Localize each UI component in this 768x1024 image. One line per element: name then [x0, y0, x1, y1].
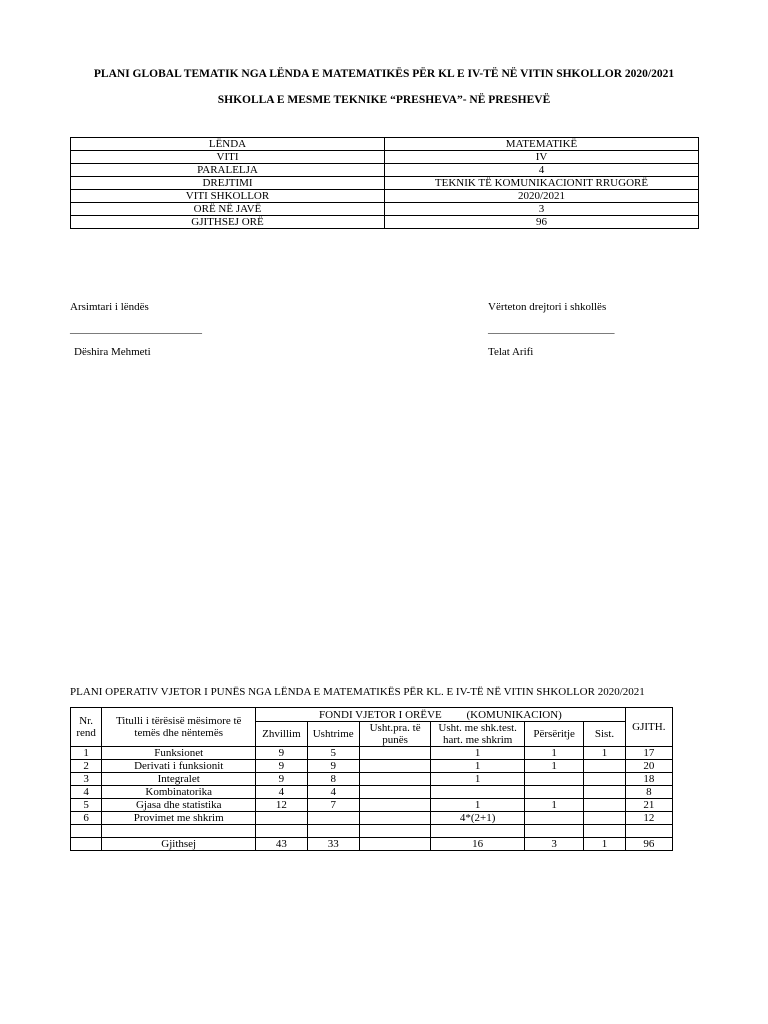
info-row [71, 190, 699, 203]
empty-cell [524, 825, 583, 838]
document-title: PLANI GLOBAL TEMATIK NGA LËNDA E MATEMATIKËS PËR KL E IV-TË NË VITIN SHKOLLOR 2020/2021 [93, 68, 675, 80]
header-zhvillim: Zhvillim [256, 722, 307, 747]
teacher-signature-line: ________________________ [70, 323, 202, 335]
subject-info-table [70, 137, 699, 229]
row-cell: 4 [256, 786, 307, 799]
row-cell [524, 812, 583, 825]
info-row [71, 203, 699, 216]
info-row [71, 216, 699, 229]
empty-cell [256, 825, 307, 838]
header-ushtrime: Ushtrime [307, 722, 359, 747]
info-row [71, 151, 699, 164]
header-fund-note: (KOMUNIKACION) [466, 708, 562, 721]
row-cell: 9 [256, 760, 307, 773]
row-total: 20 [625, 760, 672, 773]
row-cell [584, 786, 625, 799]
table-row [71, 773, 673, 786]
row-nr: 6 [71, 812, 102, 825]
operative-plan-title: PLANI OPERATIV VJETOR I PUNËS NGA LËNDA E MATEMATIKËS PËR KL. E IV-TË NË VITIN SHKOLLOR 2020/2021 [70, 686, 645, 698]
sum-cell: 33 [307, 838, 359, 851]
director-signature-line: _______________________ [488, 323, 615, 335]
info-value: TEKNIK TË KOMUNIKACIONIT RRUGORË [385, 177, 699, 190]
row-total: 17 [625, 747, 672, 760]
table-row [71, 786, 673, 799]
row-topic: Kombinatorika [102, 786, 256, 799]
row-total: 21 [625, 799, 672, 812]
sum-cell: 43 [256, 838, 307, 851]
info-label: DREJTIMI [71, 177, 385, 190]
empty-cell [431, 825, 525, 838]
row-cell: 1 [524, 799, 583, 812]
info-label: VITI [71, 151, 385, 164]
row-cell [256, 812, 307, 825]
row-cell: 9 [256, 773, 307, 786]
info-value: 96 [385, 216, 699, 229]
info-row [71, 164, 699, 177]
info-row [71, 177, 699, 190]
row-cell [584, 799, 625, 812]
row-cell [584, 812, 625, 825]
row-cell: 1 [431, 760, 525, 773]
row-topic: Provimet me shkrim [102, 812, 256, 825]
row-cell: 12 [256, 799, 307, 812]
row-cell [307, 812, 359, 825]
info-value: 2020/2021 [385, 190, 699, 203]
row-topic: Gjasa dhe statistika [102, 799, 256, 812]
row-cell: 5 [307, 747, 359, 760]
empty-cell [307, 825, 359, 838]
header-fund-label: FONDI VJETOR I ORËVE [319, 708, 442, 721]
empty-cell [102, 825, 256, 838]
row-cell [584, 773, 625, 786]
row-cell [359, 760, 430, 773]
table-row [71, 747, 673, 760]
info-label: VITI SHKOLLOR [71, 190, 385, 203]
row-cell [359, 773, 430, 786]
teacher-name: Dëshira Mehmeti [74, 346, 151, 358]
header-sist: Sist. [584, 722, 625, 747]
header-topic: Titulli i tërësisë mësimore të temës dhe nëntemës [102, 708, 256, 747]
teacher-label: Arsimtari i lëndës [70, 301, 149, 313]
operative-plan-table [70, 707, 673, 851]
sum-cell: 16 [431, 838, 525, 851]
sum-cell: 3 [524, 838, 583, 851]
row-cell [359, 812, 430, 825]
sum-cell [359, 838, 430, 851]
info-label: ORË NË JAVË [71, 203, 385, 216]
row-cell [524, 786, 583, 799]
row-cell: 1 [584, 747, 625, 760]
row-topic: Derivati i funksionit [102, 760, 256, 773]
row-total: 18 [625, 773, 672, 786]
info-label: PARALELJA [71, 164, 385, 177]
row-cell: 1 [524, 760, 583, 773]
row-cell: 8 [307, 773, 359, 786]
row-nr: 1 [71, 747, 102, 760]
row-cell: 1 [431, 747, 525, 760]
sum-cell: 1 [584, 838, 625, 851]
row-topic: Integralet [102, 773, 256, 786]
row-cell [359, 799, 430, 812]
table-row [71, 812, 673, 825]
empty-cell [359, 825, 430, 838]
header-usht-pra: Usht.pra. të punës [359, 722, 430, 747]
row-cell [359, 747, 430, 760]
row-cell: 4 [307, 786, 359, 799]
header-usht-shkrim: Usht. me shk.test. hart. me shkrim [431, 722, 525, 747]
table-row [71, 760, 673, 773]
empty-cell [625, 825, 672, 838]
row-cell: 1 [431, 773, 525, 786]
row-cell: 9 [307, 760, 359, 773]
sum-row [71, 838, 673, 851]
row-cell [524, 773, 583, 786]
director-label: Vërteton drejtori i shkollës [488, 301, 607, 313]
row-nr: 5 [71, 799, 102, 812]
empty-cell [71, 825, 102, 838]
info-row [71, 138, 699, 151]
info-value: 4 [385, 164, 699, 177]
row-cell: 7 [307, 799, 359, 812]
row-cell [359, 786, 430, 799]
row-cell: 9 [256, 747, 307, 760]
empty-cell [584, 825, 625, 838]
director-name: Telat Arifi [488, 346, 534, 358]
row-total: 8 [625, 786, 672, 799]
empty-row [71, 825, 673, 838]
header-fund [256, 708, 625, 722]
info-value: 3 [385, 203, 699, 216]
info-label: LËNDA [71, 138, 385, 151]
sum-total: 96 [625, 838, 672, 851]
row-cell [584, 760, 625, 773]
header-nr: Nr. rend [71, 708, 102, 747]
row-topic: Funksionet [102, 747, 256, 760]
row-total: 12 [625, 812, 672, 825]
sum-label: Gjithsej [102, 838, 256, 851]
document-subtitle: SHKOLLA E MESME TEKNIKE “PRESHEVA”- NË PRESHEVË [217, 94, 551, 106]
header-perseritje: Përsëritje [524, 722, 583, 747]
table-row [71, 799, 673, 812]
row-nr: 3 [71, 773, 102, 786]
info-value: IV [385, 151, 699, 164]
info-label: GJITHSEJ ORË [71, 216, 385, 229]
sum-nr [71, 838, 102, 851]
row-cell: 1 [431, 799, 525, 812]
header-total: GJITH. [625, 708, 672, 747]
row-nr: 2 [71, 760, 102, 773]
row-cell: 1 [524, 747, 583, 760]
info-value: MATEMATIKË [385, 138, 699, 151]
row-nr: 4 [71, 786, 102, 799]
row-cell [431, 786, 525, 799]
row-cell: 4*(2+1) [431, 812, 525, 825]
